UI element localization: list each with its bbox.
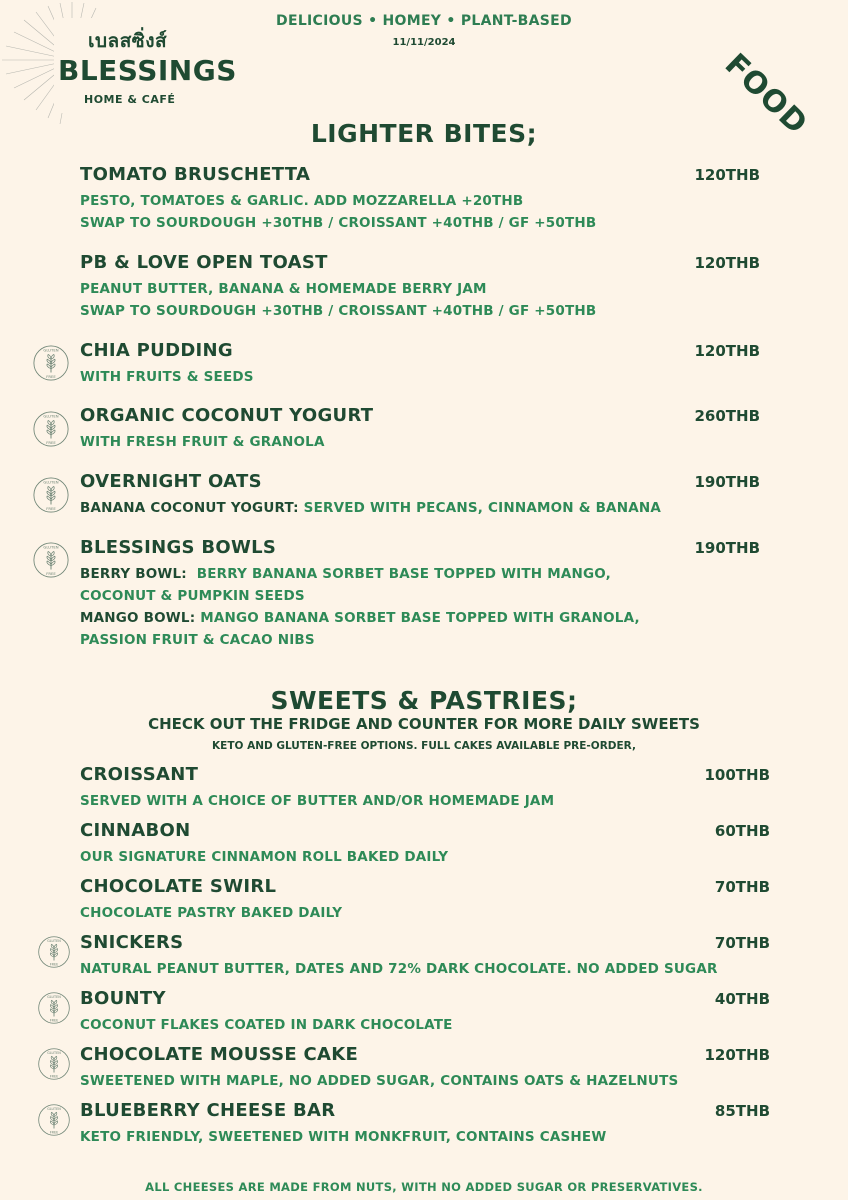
menu-item-name: CHIA PUDDING <box>80 340 233 361</box>
gluten-free-icon <box>32 344 70 382</box>
svg-text:GLUTEN: GLUTEN <box>47 938 61 943</box>
menu-item-description: PASSION FRUIT & CACAO NIBS <box>80 632 315 648</box>
menu-item-name: CHOCOLATE SWIRL <box>80 876 277 897</box>
sweets-note: KETO AND GLUTEN-FREE OPTIONS. FULL CAKES AVAILABLE PRE-ORDER, <box>212 740 636 752</box>
menu-item-description: PESTO, TOMATOES & GARLIC. ADD MOZZARELLA +20THB <box>80 193 524 209</box>
gluten-free-icon <box>32 476 70 514</box>
svg-text:GLUTEN: GLUTEN <box>43 544 59 550</box>
menu-item-price: 85THB <box>714 1102 770 1120</box>
menu-item-price: 60THB <box>714 822 770 840</box>
gluten-free-icon <box>32 410 70 448</box>
menu-item-name: CHOCOLATE MOUSSE CAKE <box>80 1044 359 1065</box>
menu-item-description: SWAP TO SOURDOUGH +30THB / CROISSANT +40THB / GF +50THB <box>80 303 597 319</box>
svg-text:FREE: FREE <box>46 440 56 446</box>
menu-item-description: NATURAL PEANUT BUTTER, DATES AND 72% DARK CHOCOLATE. NO ADDED SUGAR <box>80 961 718 977</box>
menu-item-price: 120THB <box>704 1046 770 1064</box>
logo-name: BLESSINGS <box>58 54 237 87</box>
tagline: DELICIOUS • HOMEY • PLANT-BASED <box>276 13 572 29</box>
gluten-free-icon <box>37 1047 71 1081</box>
section-title-lighter-bites: LIGHTER BITES; <box>310 119 538 148</box>
menu-item-description: BANANA COCONUT YOGURT: SERVED WITH PECANS, CINNAMON & BANANA <box>80 500 662 516</box>
svg-text:FREE: FREE <box>49 1018 59 1023</box>
svg-text:GLUTEN: GLUTEN <box>43 347 59 353</box>
gluten-free-icon <box>37 991 71 1025</box>
menu-item-description: CHOCOLATE PASTRY BAKED DAILY <box>80 905 343 921</box>
menu-item-name: SNICKERS <box>80 932 184 953</box>
menu-item-description: BERRY BOWL: BERRY BANANA SORBET BASE TOPPED WITH MANGO, <box>80 566 611 582</box>
svg-text:FREE: FREE <box>46 571 56 577</box>
logo-thai-text: เบลสซิ่งส์ <box>88 30 168 52</box>
menu-item-price: 120THB <box>694 166 760 184</box>
svg-text:GLUTEN: GLUTEN <box>43 479 59 485</box>
svg-text:GLUTEN: GLUTEN <box>43 413 59 419</box>
menu-item-name: BLESSINGS BOWLS <box>80 537 277 558</box>
svg-text:GLUTEN: GLUTEN <box>47 1106 61 1111</box>
menu-item-name: CROISSANT <box>80 764 199 785</box>
menu-item-description: WITH FRUITS & SEEDS <box>80 369 254 385</box>
svg-text:FREE: FREE <box>49 1074 59 1079</box>
menu-date: 11/11/2024 <box>392 37 456 48</box>
menu-item-price: 260THB <box>694 407 760 425</box>
menu-item-description: OUR SIGNATURE CINNAMON ROLL BAKED DAILY <box>80 849 449 865</box>
menu-item-name: BOUNTY <box>80 988 166 1009</box>
menu-item-name: PB & LOVE OPEN TOAST <box>80 252 328 273</box>
menu-item-price: 40THB <box>714 990 770 1008</box>
menu-item-description: KETO FRIENDLY, SWEETENED WITH MONKFRUIT, CONTAINS CASHEW <box>80 1129 607 1145</box>
menu-item-description: PEANUT BUTTER, BANANA & HOMEMADE BERRY JAM <box>80 281 487 297</box>
menu-item-description: SWEETENED WITH MAPLE, NO ADDED SUGAR, CONTAINS OATS & HAZELNUTS <box>80 1073 679 1089</box>
menu-item-description: COCONUT & PUMPKIN SEEDS <box>80 588 305 604</box>
menu-item-name: BLUEBERRY CHEESE BAR <box>80 1100 336 1121</box>
menu-item-price: 120THB <box>694 254 760 272</box>
menu-item-name: OVERNIGHT OATS <box>80 471 262 492</box>
svg-text:FREE: FREE <box>49 1130 59 1135</box>
logo-subtitle: HOME & CAFÉ <box>84 93 176 106</box>
menu-item-description: MANGO BOWL: MANGO BANANA SORBET BASE TOPPED WITH GRANOLA, <box>80 610 640 626</box>
svg-text:GLUTEN: GLUTEN <box>47 994 61 999</box>
menu-item-price: 70THB <box>714 934 770 952</box>
svg-text:FREE: FREE <box>46 506 56 512</box>
gluten-free-icon <box>37 935 71 969</box>
svg-text:FREE: FREE <box>49 962 59 967</box>
footer-note: ALL CHEESES ARE MADE FROM NUTS, WITH NO ADDED SUGAR OR PRESERVATIVES. <box>145 1180 703 1194</box>
menu-item-price: 70THB <box>714 878 770 896</box>
menu-item-name: TOMATO BRUSCHETTA <box>80 164 311 185</box>
svg-text:GLUTEN: GLUTEN <box>47 1050 61 1055</box>
menu-item-price: 120THB <box>694 342 760 360</box>
menu-item-price: 190THB <box>694 539 760 557</box>
menu-item-description: WITH FRESH FRUIT & GRANOLA <box>80 434 325 450</box>
food-corner-label: FOOD <box>717 46 815 142</box>
section-title-sweets: SWEETS & PASTRIES; <box>270 686 578 715</box>
menu-item-price: 190THB <box>694 473 760 491</box>
menu-item-description: COCONUT FLAKES COATED IN DARK CHOCOLATE <box>80 1017 453 1033</box>
menu-item-description: SERVED WITH A CHOICE OF BUTTER AND/OR HOMEMADE JAM <box>80 793 555 809</box>
svg-text:FREE: FREE <box>46 374 56 380</box>
menu-item-price: 100THB <box>704 766 770 784</box>
menu-item-description: SWAP TO SOURDOUGH +30THB / CROISSANT +40THB / GF +50THB <box>80 215 597 231</box>
gluten-free-icon <box>32 541 70 579</box>
menu-item-name: CINNABON <box>80 820 191 841</box>
sweets-subtitle: CHECK OUT THE FRIDGE AND COUNTER FOR MORE DAILY SWEETS <box>148 715 700 733</box>
menu-item-name: ORGANIC COCONUT YOGURT <box>80 405 374 426</box>
gluten-free-icon <box>37 1103 71 1137</box>
